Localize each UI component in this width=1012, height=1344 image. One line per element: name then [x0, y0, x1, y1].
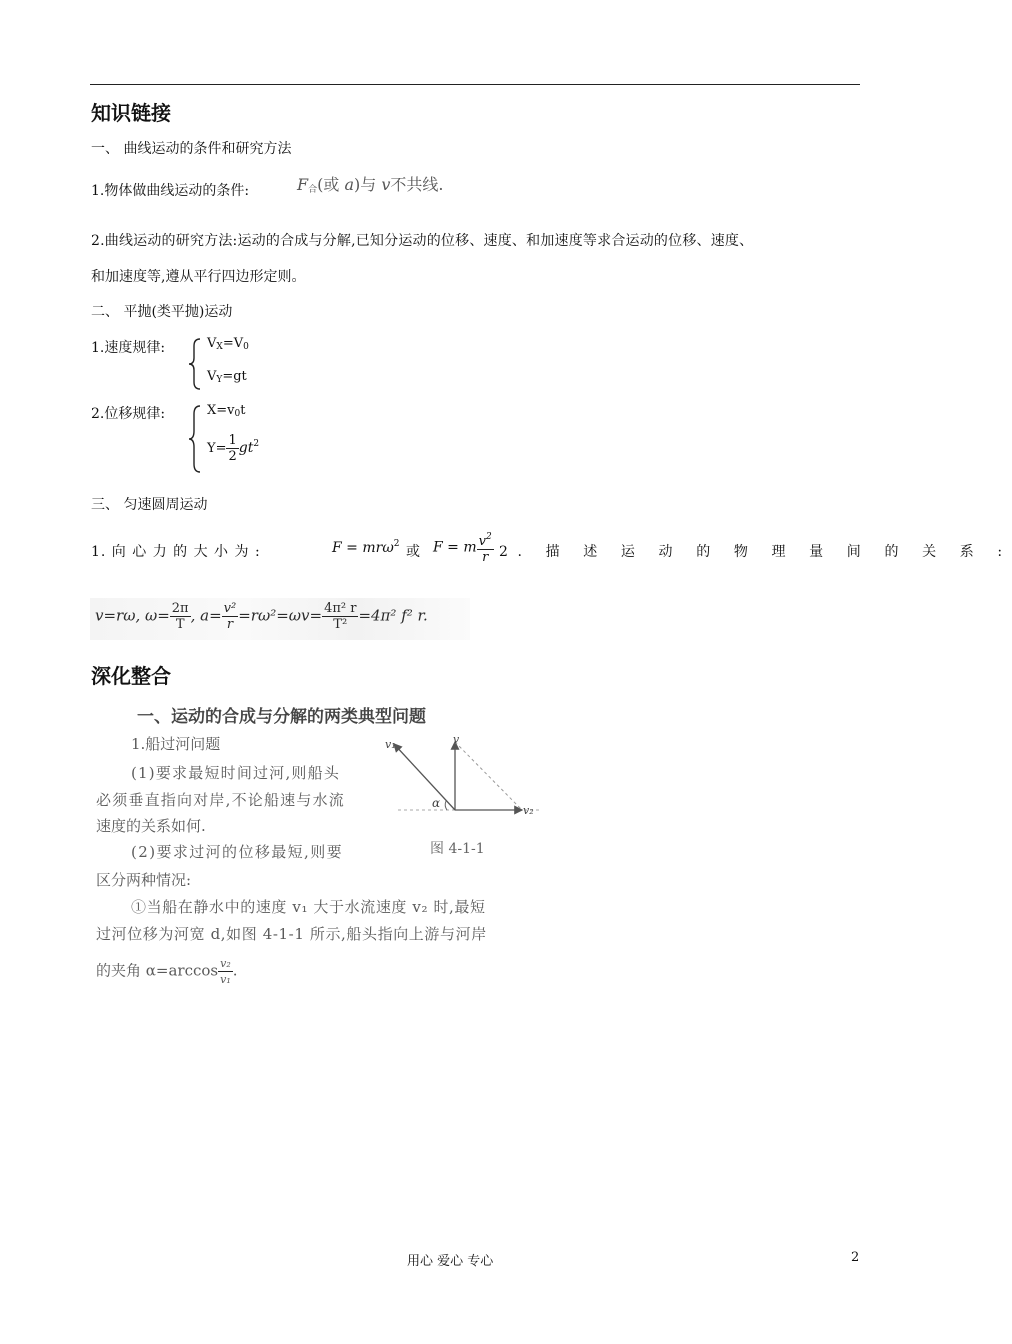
- scan-subtitle: 一、运动的合成与分解的两类典型问题: [137, 707, 426, 727]
- relation-formula: [95, 601, 428, 632]
- velocity-brace: [186, 336, 204, 392]
- vx-rhs: =V: [222, 336, 244, 351]
- footer-motto: 用心 爱心 专心: [407, 1254, 494, 1269]
- angle-text: 的夹角 α=arccos: [96, 961, 219, 980]
- vx-subscript: X: [216, 342, 223, 352]
- vy-symbol: V: [207, 369, 217, 384]
- centripetal-force-label: 1. 向 心 力 的 大 小 为 :: [91, 544, 261, 560]
- angle-text: .: [232, 961, 238, 980]
- relation-part: =rω²=ωv=: [238, 606, 323, 625]
- centripetal-formula-2: [433, 530, 494, 565]
- fraction-denominator: r: [482, 550, 489, 565]
- fraction-numerator: 2π: [171, 601, 189, 616]
- label-v1: v₁: [385, 738, 396, 751]
- scan-para: ①当船在静水中的速度 v₁ 大于水流速度 v₂ 时,最短: [131, 898, 486, 916]
- centripetal-formula-1: [332, 539, 399, 556]
- heading-curve-motion: 一、 曲线运动的条件和研究方法: [91, 141, 292, 157]
- v1-vector: [394, 744, 455, 810]
- figure-caption: 图 4-1-1: [430, 841, 485, 857]
- boat-crossing-diagram: [380, 730, 550, 840]
- four-pi2-r-over-t2: [322, 601, 358, 632]
- scan-para: 必须垂直指向对岸,不论船速与水流: [96, 791, 345, 809]
- velocity-symbol: v: [381, 175, 391, 194]
- displacement-brace: [186, 403, 204, 475]
- section-title-knowledge: 知识链接: [91, 101, 171, 125]
- condition-formula: [297, 172, 444, 195]
- vy-rhs: =gt: [222, 369, 247, 384]
- vy-subscript: Y: [216, 375, 223, 385]
- f1-eq: =: [341, 540, 363, 556]
- relation-part: v=rω, ω=: [95, 606, 170, 625]
- scan-para: 1.船过河问题: [131, 735, 221, 753]
- scan-para: (1)要求最短时间过河,则船头: [131, 764, 341, 782]
- force-subscript: 合: [308, 185, 318, 195]
- velocity-y-equation: [207, 369, 247, 385]
- fraction-denominator: T²: [333, 617, 348, 632]
- v-symbol: v: [478, 534, 486, 549]
- condition-label: 1.物体做曲线运动的条件:: [91, 183, 250, 199]
- fraction-denominator: v₁: [220, 973, 231, 986]
- header-rule: [90, 84, 860, 85]
- dy-superscript: 2: [253, 439, 260, 449]
- velocity-law-label: 1.速度规律:: [91, 340, 166, 356]
- formula-text: )与: [354, 175, 382, 194]
- f2-eq: =: [442, 539, 464, 556]
- relation-part: , a=: [190, 606, 222, 625]
- fraction-numerator: [477, 530, 494, 550]
- f1-rhs: mrω: [362, 540, 394, 556]
- displacement-y-equation: [207, 433, 259, 464]
- relation-part: =4π² f² r.: [358, 606, 428, 625]
- dx-rest: t: [240, 403, 246, 418]
- heading-circular-motion: 三、 匀速圆周运动: [91, 497, 208, 513]
- label-alpha: α: [432, 796, 441, 810]
- one-half-fraction: [226, 433, 238, 464]
- v-superscript: 2: [486, 532, 492, 542]
- fraction-denominator: T: [175, 617, 185, 632]
- scan-para: 速度的关系如何.: [96, 817, 206, 835]
- formula-text: (或: [317, 175, 345, 194]
- dy-lhs: Y=: [207, 441, 227, 456]
- force-symbol: F: [297, 175, 309, 194]
- dy-rest: gt: [238, 440, 254, 456]
- scan-para: (2)要求过河的位移最短,则要: [131, 843, 344, 861]
- f2-lhs: F: [433, 539, 443, 556]
- two-pi-over-t: [170, 601, 191, 632]
- v2-over-v1: [218, 956, 233, 987]
- v2-over-r: [222, 601, 239, 632]
- method-line-1: 2.曲线运动的研究方法:运动的合成与分解,已知分运动的位移、速度、和加速度等求合运动的位移、速度、: [91, 233, 754, 249]
- fraction-numerator: v²: [223, 601, 237, 616]
- f1-lhs: F: [332, 540, 342, 556]
- heading-projectile: 二、 平抛(类平抛)运动: [91, 304, 233, 320]
- label-v: v: [453, 733, 460, 746]
- page-number: 2: [851, 1250, 860, 1265]
- fraction-numerator: 1: [228, 433, 237, 448]
- fraction-denominator: r: [226, 617, 234, 632]
- accel-symbol: a: [344, 175, 355, 194]
- label-v2: v₂: [523, 804, 534, 817]
- dx-subscript: 0: [234, 409, 241, 419]
- scan-para-angle: [96, 956, 238, 987]
- method-line-2: 和加速度等,遵从平行四边形定则。: [91, 269, 306, 285]
- displacement-law-label: 2.位移规律:: [91, 406, 166, 422]
- vx-symbol: V: [207, 336, 217, 351]
- displacement-x-equation: [207, 403, 245, 419]
- scan-para: 过河位移为河宽 d,如图 4-1-1 所示,船头指向上游与河岸: [96, 925, 487, 943]
- relation-label: 2. 描 述 运 动 的 物 理 量 间 的 关 系 :: [499, 544, 1012, 560]
- v2-over-r-fraction: [477, 530, 494, 565]
- or-text: 或: [406, 544, 420, 560]
- formula-text: 不共线.: [390, 175, 444, 194]
- dx-lhs: X=v: [207, 403, 235, 418]
- fraction-denominator: 2: [228, 449, 237, 464]
- velocity-x-equation: [207, 336, 249, 352]
- parallelogram-edge: [455, 742, 522, 810]
- fraction-numerator: 4π² r: [324, 601, 357, 616]
- fraction-numerator: v₂: [220, 957, 231, 970]
- section-title-deepening: 深化整合: [91, 664, 171, 688]
- angle-arc: [445, 801, 447, 810]
- f2-mass: m: [463, 539, 477, 556]
- vx-rhs-subscript: 0: [243, 342, 249, 352]
- f1-sup: 2: [393, 539, 400, 549]
- scan-para: 区分两种情况:: [96, 871, 192, 889]
